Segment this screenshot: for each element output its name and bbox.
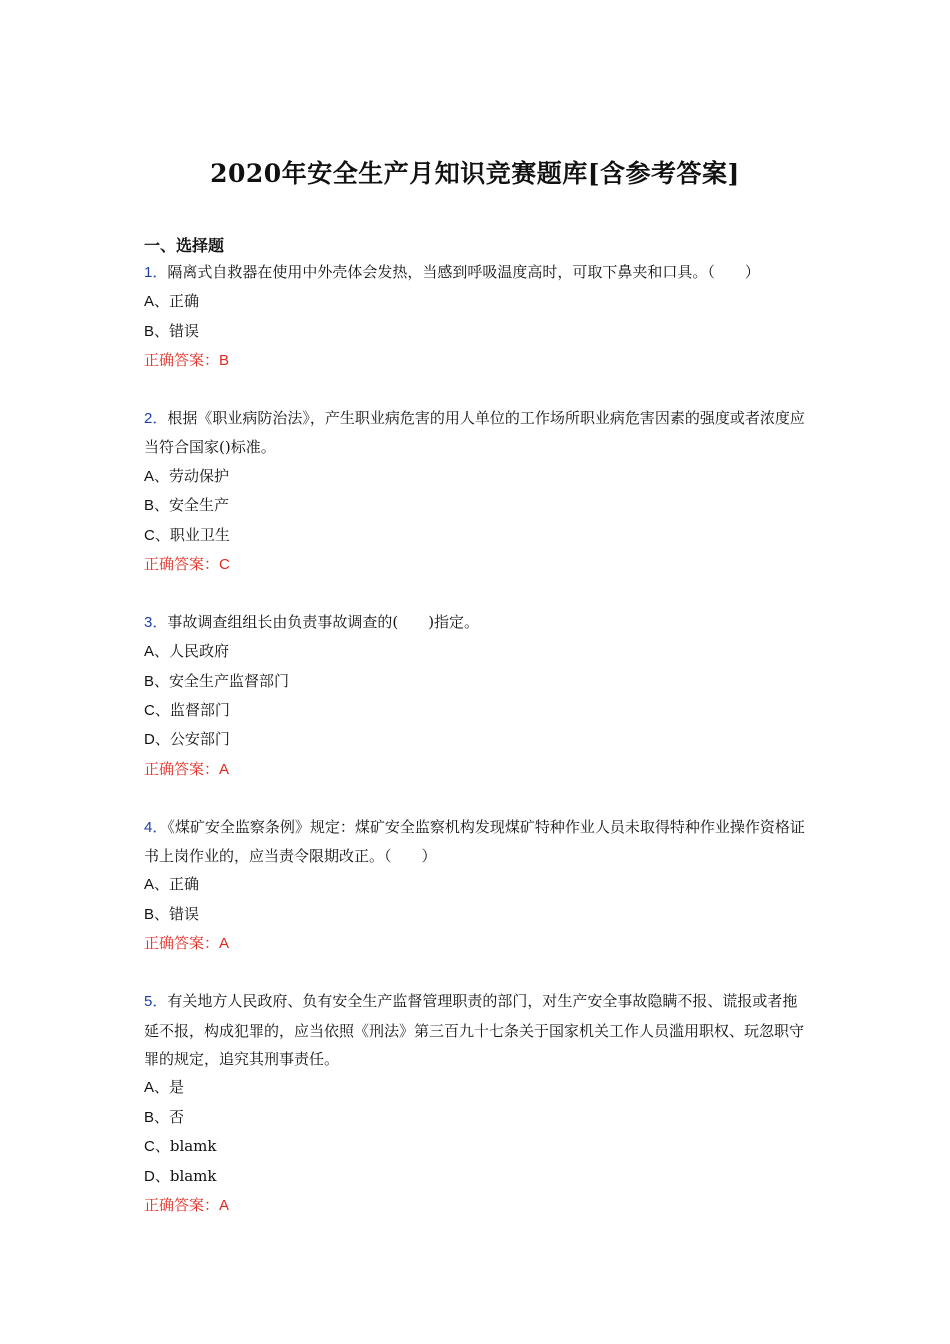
question-text: 事故调查组组长由负责事故调查的( )指定。 bbox=[167, 612, 480, 631]
option-letter: B、 bbox=[144, 905, 170, 923]
option-letter: A、 bbox=[144, 467, 170, 485]
option-b bbox=[144, 317, 810, 346]
option-text: 监督部门 bbox=[169, 701, 230, 720]
answer-value: A bbox=[219, 760, 230, 778]
option-b bbox=[144, 1103, 810, 1132]
answer-value: C bbox=[219, 556, 230, 574]
option-text: 公安部门 bbox=[169, 730, 230, 749]
answer-value: B bbox=[219, 352, 230, 370]
option-text: 正确 bbox=[169, 875, 200, 894]
option-text: 人民政府 bbox=[169, 642, 230, 661]
option-text: 是 bbox=[169, 1078, 185, 1097]
option-letter: A、 bbox=[144, 1079, 170, 1097]
option-letter: B、 bbox=[144, 322, 170, 340]
option-letter: C、 bbox=[144, 702, 170, 720]
option-c bbox=[144, 521, 810, 550]
correct-answer bbox=[144, 346, 810, 375]
option-a bbox=[144, 637, 810, 666]
answer-value: A bbox=[219, 1196, 230, 1214]
question-5 bbox=[144, 987, 810, 1220]
question-3 bbox=[144, 608, 810, 784]
correct-answer bbox=[144, 550, 810, 579]
option-a bbox=[144, 462, 810, 491]
option-text: 劳动保护 bbox=[169, 466, 230, 485]
question-stem bbox=[144, 404, 810, 462]
page-title: 2020年安全生产月知识竞赛题库[含参考答案] bbox=[210, 159, 740, 188]
option-text: 安全生产 bbox=[169, 496, 230, 515]
question-stem bbox=[144, 987, 810, 1073]
question-number: 3． bbox=[144, 613, 168, 631]
question-4 bbox=[144, 813, 810, 959]
option-text: 安全生产监督部门 bbox=[169, 671, 290, 690]
question-1 bbox=[144, 258, 810, 376]
correct-answer bbox=[144, 1191, 810, 1220]
option-letter: D、 bbox=[144, 1167, 170, 1185]
question-stem bbox=[144, 813, 810, 871]
question-stem bbox=[144, 258, 810, 287]
answer-label: 正确答案： bbox=[144, 555, 220, 574]
option-a bbox=[144, 1073, 810, 1102]
option-text: 否 bbox=[169, 1107, 185, 1126]
answer-label: 正确答案： bbox=[144, 759, 220, 778]
option-text: blamk bbox=[169, 1137, 217, 1156]
question-list bbox=[144, 258, 810, 1249]
option-letter: C、 bbox=[144, 526, 170, 544]
question-number: 2． bbox=[144, 410, 168, 428]
answer-label: 正确答案： bbox=[144, 351, 220, 370]
option-b bbox=[144, 900, 810, 929]
correct-answer bbox=[144, 755, 810, 784]
option-letter: A、 bbox=[144, 643, 170, 661]
option-a bbox=[144, 287, 810, 316]
option-text: 错误 bbox=[169, 321, 200, 340]
option-a bbox=[144, 870, 810, 899]
question-text: 有关地方人民政府、负有安全生产监督管理职责的部门，对生产安全事故隐瞒不报、谎报或者拖延不报，构成犯罪的，应当依照《刑法》第三百九十七条关于国家机关工作人员滥用职权、玩忽职守罪的规定，追究其刑事责任。 bbox=[144, 992, 805, 1068]
option-letter: A、 bbox=[144, 876, 170, 894]
option-letter: B、 bbox=[144, 1108, 170, 1126]
option-c bbox=[144, 696, 810, 725]
option-letter: A、 bbox=[144, 293, 170, 311]
option-letter: B、 bbox=[144, 672, 170, 690]
option-text: blamk bbox=[169, 1166, 217, 1185]
question-text: 隔离式自救器在使用中外壳体会发热，当感到呼吸温度高时，可取下鼻夹和口具。（ ） bbox=[167, 263, 760, 281]
option-b bbox=[144, 491, 810, 520]
option-d bbox=[144, 1162, 810, 1191]
option-d bbox=[144, 725, 810, 754]
option-b bbox=[144, 667, 810, 696]
question-number: 5． bbox=[144, 993, 168, 1011]
option-c bbox=[144, 1132, 810, 1161]
correct-answer bbox=[144, 929, 810, 958]
question-text: 《煤矿安全监察条例》规定：煤矿安全监察机构发现煤矿特种作业人员未取得特种作业操作资格证书上岗作业的，应当责令限期改正。（ ） bbox=[144, 817, 805, 866]
answer-label: 正确答案： bbox=[144, 934, 220, 953]
question-text: 根据《职业病防治法》，产生职业病危害的用人单位的工作场所职业病危害因素的强度或者浓度应当符合国家()标准。 bbox=[144, 409, 805, 457]
question-2 bbox=[144, 404, 810, 579]
option-letter: C、 bbox=[144, 1138, 170, 1156]
answer-value: A bbox=[219, 935, 230, 953]
question-stem bbox=[144, 608, 810, 637]
option-text: 错误 bbox=[169, 904, 200, 923]
question-number: 1． bbox=[144, 264, 168, 281]
option-letter: D、 bbox=[144, 731, 170, 749]
option-text: 正确 bbox=[169, 292, 200, 311]
section-heading: 一、选择题 bbox=[144, 236, 225, 255]
answer-label: 正确答案： bbox=[144, 1195, 220, 1214]
option-letter: B、 bbox=[144, 497, 170, 515]
option-text: 职业卫生 bbox=[169, 525, 230, 544]
question-number: 4． bbox=[144, 818, 168, 836]
